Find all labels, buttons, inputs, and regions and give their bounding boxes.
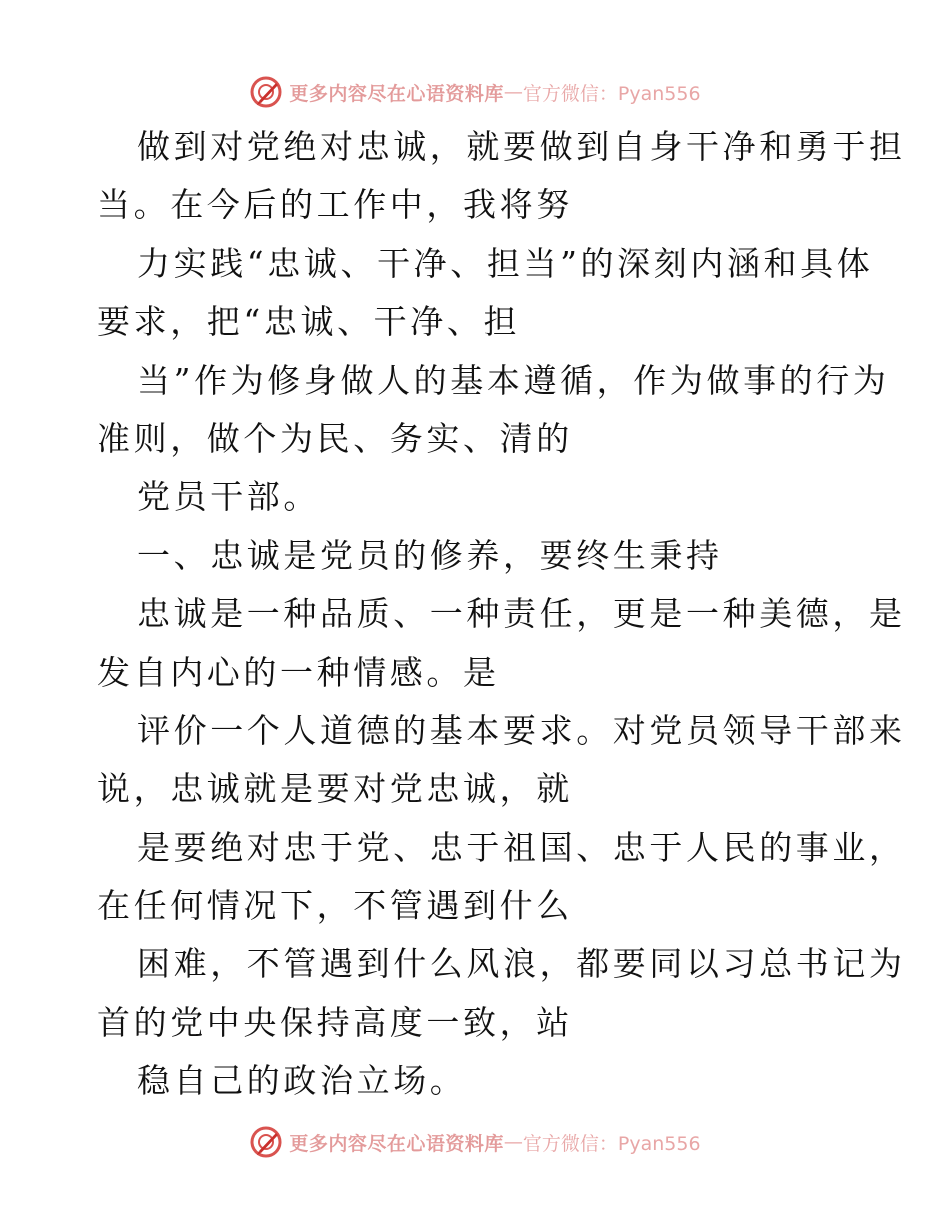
text-line: 稳自己的政治立场。 (137, 1061, 467, 1101)
text-line: 做到对党绝对忠诚，就要做到自身干净和勇于担 (137, 127, 906, 166)
header-watermark (0, 72, 950, 112)
watermark-label: 更多内容尽在心语资料库 (289, 1132, 504, 1155)
text-line: 力实践“忠诚、干净、担当”的深刻内涵和具体 (137, 243, 874, 283)
text-line: 党员干部。 (137, 477, 320, 517)
watermark-wechat: 官方微信：Pyan556 (522, 82, 701, 105)
text-line: 首的党中央保持高度一致，站 (97, 1002, 573, 1042)
text-line: 准则，做个为民、务实、清的 (97, 418, 573, 458)
watermark-separator: — (503, 81, 523, 103)
text-line: 忠诚是一种品质、一种责任，更是一种美德，是 (137, 594, 906, 634)
footer-watermark (0, 1122, 950, 1162)
document-body (97, 118, 906, 1111)
text-line: 在任何情况下，不管遇到什么 (97, 886, 573, 926)
text-line: 当。在今后的工作中，我将努 (97, 185, 573, 225)
pen-logo-icon (249, 1125, 283, 1159)
section-heading: 一、忠诚是党员的修养，要终生秉持 (137, 535, 723, 575)
text-line: 要求，把“忠诚、干净、担 (97, 302, 521, 342)
text-line: 困难，不管遇到什么风浪，都要同以习总书记为 (137, 944, 906, 984)
watermark-wechat: 官方微信：Pyan556 (522, 1132, 701, 1155)
text-line: 发自内心的一种情感。是 (97, 652, 500, 692)
watermark-label: 更多内容尽在心语资料库 (289, 82, 504, 105)
watermark-separator: — (503, 1131, 523, 1153)
pen-logo-icon (249, 75, 283, 109)
text-line: 说，忠诚就是要对党忠诚，就 (97, 769, 573, 809)
text-line: 是要绝对忠于党、忠于祖国、忠于人民的事业， (137, 827, 906, 867)
text-line: 评价一个人道德的基本要求。对党员领导干部来 (137, 710, 906, 750)
text-line: 当”作为修身做人的基本遵循，作为做事的行为 (137, 360, 890, 400)
